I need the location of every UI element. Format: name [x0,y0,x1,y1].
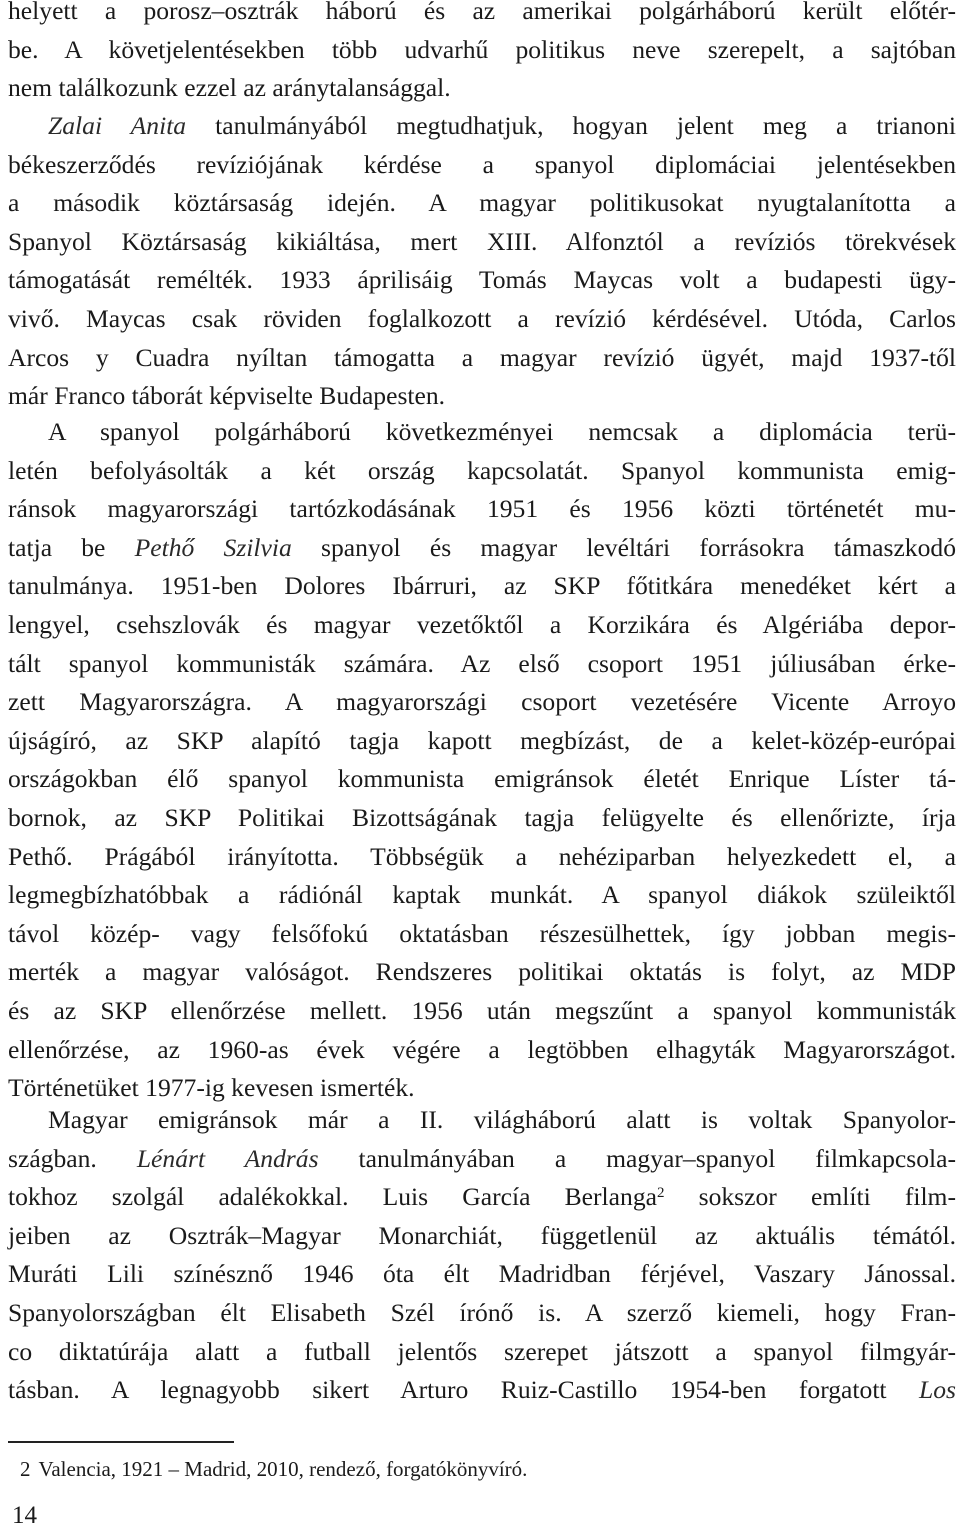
text-line [8,1140,956,1179]
text-segment: tokhoz szolgál adalékokkal. Luis García Berlanga [8,1182,657,1212]
text-segment: tásban. A legnagyobb sikert Arturo Ruiz-Castillo 1954-ben forgatott [8,1375,919,1405]
text-segment: tatja be [8,532,135,562]
text-line: távol közép- vagy felsőfokú oktatásban részesülhettek, így jobban megis- [8,918,956,948]
text-line: újságíró, az SKP alapító tagja kapott megbízást, de a kelet-közép-európai [8,725,956,755]
text-line: Spanyol Köztársaság kikiáltása, mert XIII. Alfonztól a revíziós törekvések [8,226,956,256]
text-line: merték a magyar valóságot. Rendszeres politikai oktatás is folyt, az MDP [8,957,956,987]
text-line: co diktatúrája alatt a futball jelentős szerepet játszott a spanyol filmgyár- [8,1336,956,1366]
text-line: Pethő. Prágából irányította. Többségük a nehéziparban helyezkedett el, a [8,841,956,871]
text-line: Magyar emigránsok már a II. világháború alatt is voltak Spanyolor- [48,1105,956,1134]
text-segment: tanulmányában a magyar–spanyol filmkapcsola- [318,1143,957,1173]
text-line: ránsok magyarországi tartózkodásának 1951 és 1956 közti történetét mu- [8,494,956,524]
text-line [8,529,956,568]
text-line: nem találkozunk ezzel az aránytalansággal. [8,73,451,103]
author-name: Lénárt András [136,1143,319,1173]
footnote-text: Valencia, 1921 – Madrid, 2010, rendező, forgatókönyvíró. [38,1457,528,1481]
text-segment: sokszor említi film- [664,1182,956,1212]
text-line: tált spanyol kommunisták számára. Az első csoport 1951 júliusában érke- [8,648,956,678]
text-line: be. A követjelentésekben több udvarhű politikus neve szerepelt, a sajtóban [8,34,956,64]
footnote-separator [8,1441,234,1443]
text-line: támogatását remélték. 1933 áprilisáig Tomás Maycas volt a budapesti ügy- [8,265,956,295]
film-title: Los [919,1375,956,1405]
text-line [8,107,956,146]
text-line: helyett a porosz–osztrák háború és az amerikai polgárháború került előtér- [8,0,956,25]
text-line: Történetüket 1977-ig kevesen ismerték. [8,1073,415,1103]
text-line: békeszerződés revíziójának kérdése a spanyol diplomáciai jelentésekben [8,149,956,179]
page-number: 14 [12,1502,37,1529]
text-line: lengyel, csehszlovák és magyar vezetőktől a Korzikára és Algériába depor- [8,609,956,639]
text-segment: szágban. [8,1143,137,1173]
text-line: ellenőrzése, az 1960-as évek végére a legtöbben elhagyták Magyarországot. [8,1034,956,1064]
text-line: országokban élő spanyol kommunista emigránsok életét Enrique Líster tá- [8,764,956,794]
text-line: jeiben az Osztrák–Magyar Monarchiát, függetlenül az aktuális témától. [8,1220,956,1250]
text-line [8,1178,956,1217]
text-line: letén befolyásolták a két ország kapcsolatát. Spanyol kommunista emig- [8,455,956,485]
text-line: legmegbízhatóbbak a rádiónál kaptak munkát. A spanyol diákok szüleiktől [8,880,956,910]
text-line: és az SKP ellenőrzése mellett. 1956 után megszűnt a spanyol kommunisták [8,995,956,1025]
paragraph-1 [8,0,956,108]
text-line [8,1371,956,1410]
text-line: tanulmánya. 1951-ben Dolores Ibárruri, az SKP főtitkára menedéket kért a [8,571,956,601]
text-line: már Franco táborát képviselte Budapesten. [8,381,446,411]
text-line: Arcos y Cuadra nyíltan támogatta a magyar revízió ügyét, majd 1937-től [8,342,956,372]
text-line: Muráti Lili színésznő 1946 óta élt Madridban férjével, Vaszary Jánossal. [8,1259,956,1289]
text-line: A spanyol polgárháború következményei nemcsak a diplomácia terü- [48,417,956,446]
text-line: Spanyolországban élt Elisabeth Szél írónő is. A szerző kiemeli, hogy Fran- [8,1297,956,1327]
paragraph-3 [8,413,956,1108]
text-line: a második köztársaság idején. A magyar politikusokat nyugtalanította a [8,188,956,218]
footnote-number: 2 [20,1457,31,1481]
text-line: zett Magyarországra. A magyarországi csoport vezetésére Vicente Arroyo [8,687,956,717]
footnote-reference[interactable]: 2 [656,1184,665,1201]
author-name: Pethő Szilvia [134,532,292,562]
footnote [20,1456,527,1482]
text-line: bornok, az SKP Politikai Bizottságának tagja felügyelte és ellenőrizte, írja [8,802,956,832]
paragraph-2 [8,107,956,416]
text-line: vivő. Maycas csak röviden foglalkozott a revízió kérdésével. Utóda, Carlos [8,303,956,333]
paragraph-4 [8,1101,956,1410]
text-segment: tanulmányából megtudhatjuk, hogyan jelent meg a trianoni [186,111,956,140]
author-name: Zalai Anita [48,111,187,140]
text-segment: spanyol és magyar levéltári forrásokra támaszkodó [291,532,956,562]
